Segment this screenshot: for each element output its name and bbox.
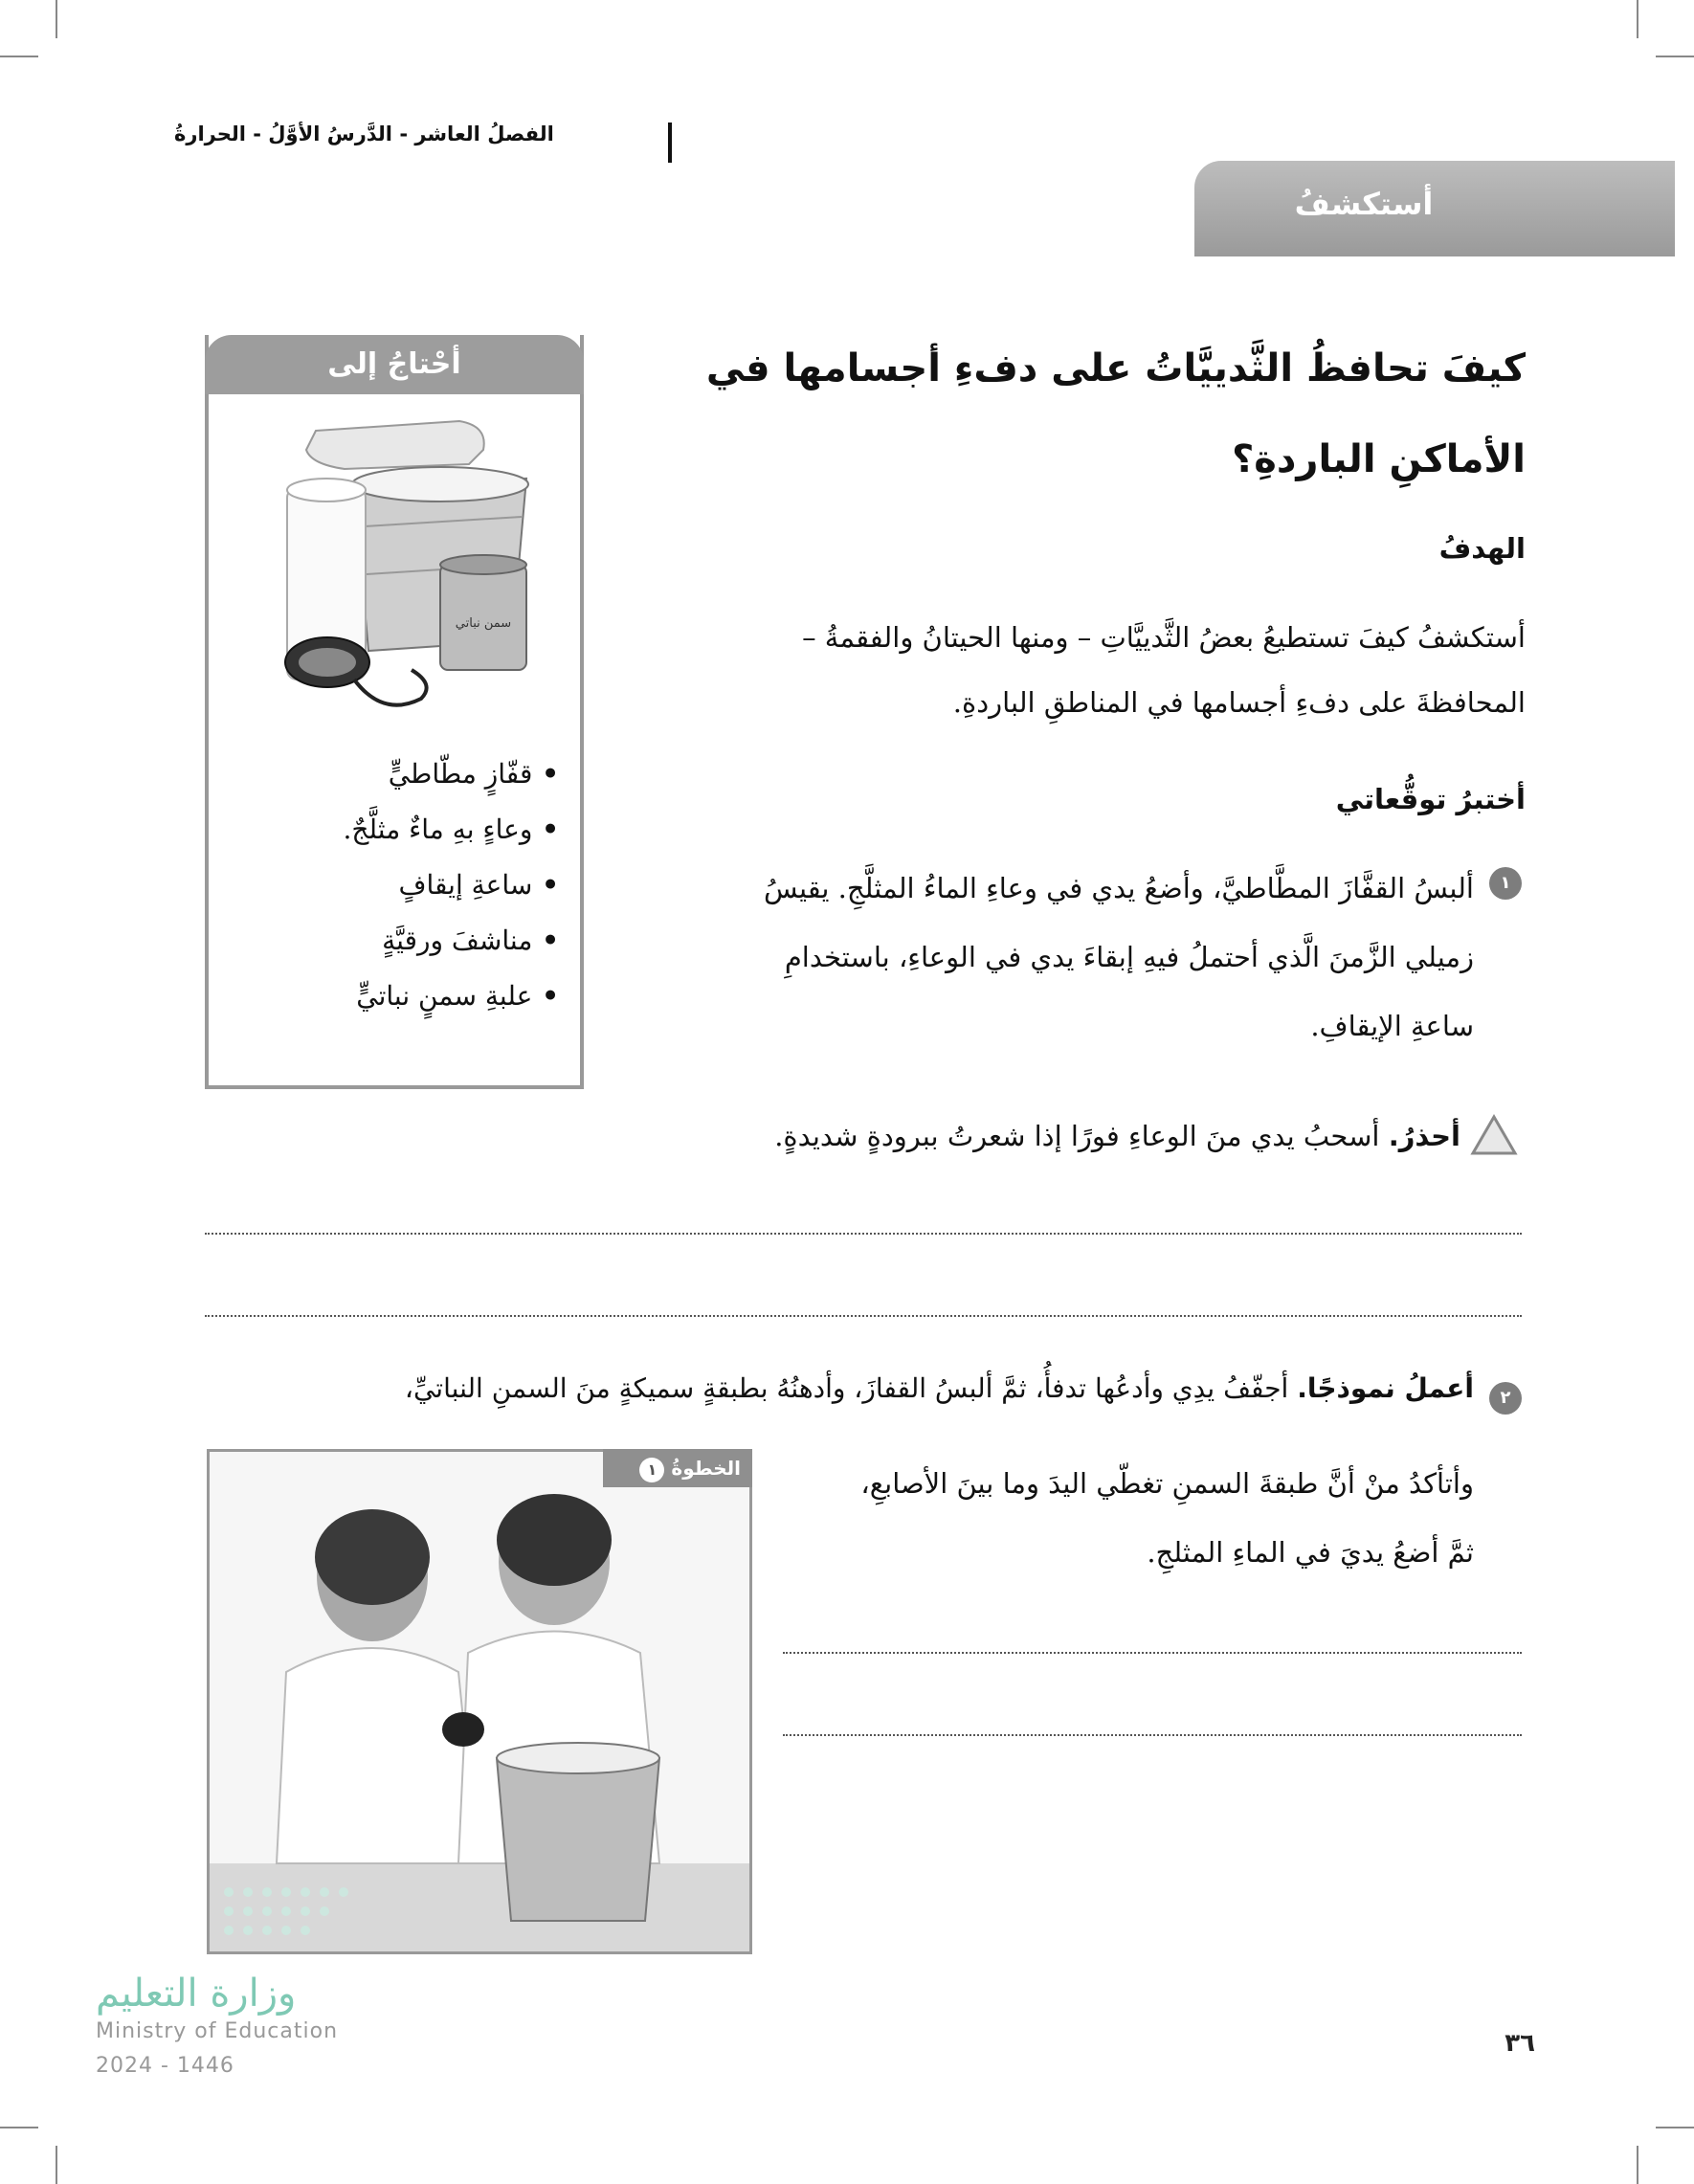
- step1-line: زميلي الزَّمنَ الَّذي أحتملُ فيهِ إبقاءَ يدي في الوعاءِ، باستخدامِ: [784, 941, 1474, 973]
- list-item: • وعاءٍ بهِ ماءٌ مثلَّجٌ.: [234, 802, 559, 858]
- answer-line: [783, 1652, 1522, 1654]
- list-item: • علبةِ سمنٍ نباتيٍّ: [234, 969, 559, 1024]
- children-photo-illustration: [210, 1452, 752, 1954]
- crop-mark: [0, 2127, 38, 2128]
- list-item: • مناشفَ ورقيَّةٍ: [234, 913, 559, 969]
- goal-line: المحافظةَ على دفءِ أجسامها في المناطقِ الباردةِ.: [952, 686, 1526, 719]
- step2-line: أجفّفُ يدِي وأدعُها تدفأُ، ثمَّ ألبسُ القفازَ، وأدهنُهُ بطبقةٍ سميكةٍ منَ السمنِ النباتيِّ،: [404, 1372, 1289, 1404]
- list-item: • ساعةِ إيقافٍ: [234, 858, 559, 913]
- step1-line: ساعةِ الإيقافِ.: [1310, 1010, 1474, 1042]
- crop-mark: [1656, 2127, 1694, 2128]
- page-number: ٣٦: [1505, 2029, 1535, 2058]
- title-line: الأماكنِ الباردةِ؟: [1232, 437, 1526, 481]
- step-tag: [603, 1449, 752, 1487]
- step-tag-number: ١: [639, 1458, 664, 1482]
- step1-line: ألبسُ القفَّازَ المطَّاطيَّ، وأضعُ يدي في وعاءِ الماءُ المثلَّجِ. يقيسُ: [763, 872, 1474, 904]
- step2-intro: [201, 1372, 1474, 1404]
- crop-mark: [56, 2146, 57, 2184]
- materials-heading: أحْتاجُ إلى: [205, 335, 584, 394]
- step-number-badge: ٢: [1489, 1382, 1522, 1415]
- crop-mark: [1637, 0, 1638, 38]
- page-title: [568, 323, 1526, 505]
- chapter-header: الفصلُ العاشر - الدَّرسُ الأوَّلُ - الحرارةُ: [174, 123, 554, 145]
- answer-line: [205, 1233, 1522, 1235]
- warning-body: أسحبُ يدي منَ الوعاءِ فورًا إذا شعرتُ ببرودةٍ شديدةٍ.: [774, 1120, 1380, 1152]
- ministry-name-english: Ministry of Education: [96, 2019, 339, 2043]
- crop-mark: [1637, 2146, 1638, 2184]
- crop-mark: [56, 0, 57, 38]
- step2-label: أعملُ نموذجًا.: [1297, 1372, 1474, 1404]
- goal-heading: الهدفُ: [1438, 532, 1526, 565]
- answer-line: [205, 1315, 1522, 1317]
- step-photo: [207, 1449, 752, 1954]
- materials-list: [234, 747, 559, 1024]
- step-tag-label: الخطوةُ: [671, 1457, 741, 1480]
- ministry-logo-text: وزارة التعليم: [96, 1972, 297, 2016]
- step2-line: وأتأكدُ منْ أنَّ طبقةَ السمنِ تغطّي اليدَ وما بينَ الأصابعِ،: [860, 1467, 1474, 1500]
- goal-line: أستكشفُ كيفَ تستطيعُ بعضُ الثَّدييَّاتِ – ومنها الحيتانُ والفقمةُ –: [802, 621, 1526, 654]
- step1-text: [565, 854, 1474, 1060]
- warning-icon: [1470, 1114, 1518, 1156]
- predictions-heading: أختبرُ توقُّعاتي: [1335, 783, 1526, 815]
- answer-line: [783, 1734, 1522, 1736]
- list-item: • قفّازٍ مطّاطيٍّ: [234, 747, 559, 802]
- warning-text: [503, 1120, 1460, 1152]
- materials-illustration: [268, 412, 536, 727]
- section-tab-label: أستكشفُ: [1294, 186, 1434, 222]
- step-number-badge: ١: [1489, 867, 1522, 900]
- step2-line: ثمَّ أضعُ يديَ في الماءِ المثلجِ.: [1147, 1536, 1474, 1569]
- can-label: سمن نباتي: [455, 616, 512, 631]
- crop-mark: [1656, 56, 1694, 57]
- title-line: كيفَ تحافظُ الثَّدييَّاتُ على دفءِ أجسامها في: [705, 346, 1526, 390]
- crop-mark: [0, 56, 38, 57]
- goal-text: [559, 605, 1526, 735]
- warning-label: أحذرُ.: [1388, 1120, 1460, 1152]
- ministry-year: 2024 - 1446: [96, 2054, 234, 2078]
